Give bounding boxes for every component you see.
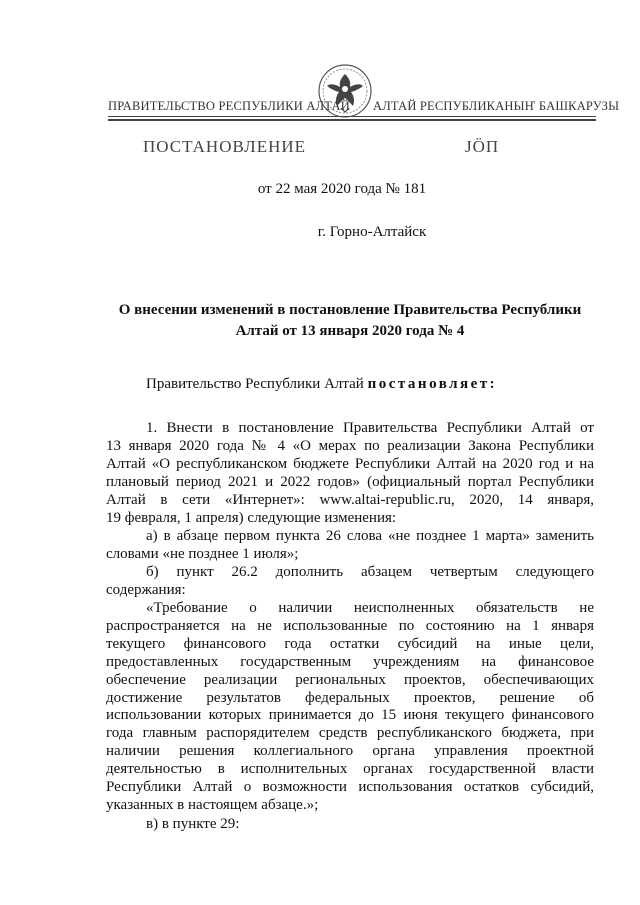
p4-line: обеспечение реализации региональных проектов, обеспечивающих [106, 671, 594, 688]
p4-line: достижение результатов федеральных проектов, решение об [106, 689, 594, 706]
p4-line: наличии решения коллегиального органа управления проектной [106, 743, 594, 760]
p4-line: «Требование о наличии неисполненных обязательств не [146, 600, 594, 616]
p4-line: использовании которых принимается до 15 июня текущего финансового [106, 707, 594, 724]
p3-line: содержания: [106, 581, 186, 598]
p1-line: Алтай «О республиканском бюджете Республики Алтай на 2020 год и на [106, 455, 594, 472]
p5-line: в) в пункте 29: [146, 816, 240, 832]
document-title [110, 300, 590, 342]
doc-type-alt: JӦП [465, 137, 500, 156]
city: г. Горно-Алтайск [317, 224, 427, 240]
title-line-1: О внесении изменений в постановление Правительства Республики [118, 302, 582, 318]
paragraph-4 [106, 600, 594, 815]
p1-line: плановый период 2021 и 2022 годов» (официальный портал Республики [106, 473, 594, 490]
header-divider [108, 116, 596, 117]
p2-line: а) в абзаце первом пункта 26 слова «не позднее 1 марта» заменить [146, 528, 594, 544]
p4-line: текущего финансового года остатки субсидий на иные цели, [106, 635, 594, 652]
paragraph-5 [106, 816, 594, 834]
p4-line: года главным распорядителем средств республиканского бюджета, при [106, 725, 594, 742]
header-divider-bold [108, 119, 596, 121]
p4-line: указанных в настоящем абзаце.»; [106, 796, 319, 813]
p1-line: Алтай в сети «Интернет»: www.altai-republic.ru, 2020, 14 января, [106, 491, 594, 508]
doc-type-ru: ПОСТАНОВЛЕНИЕ [143, 137, 307, 156]
date-line: от 22 мая 2020 года № 181 [257, 181, 427, 197]
p4-line: предоставленных государственным учреждениям на финансовое [106, 653, 594, 670]
paragraph-2 [106, 528, 594, 564]
title-line-2: Алтай от 13 января 2020 года № 4 [235, 323, 465, 339]
preamble [146, 376, 497, 394]
preamble-text: Правительство Республики Алтай [146, 376, 368, 392]
header-left: ПРАВИТЕЛЬСТВО РЕСПУБЛИКИ АЛТАЙ [108, 99, 350, 113]
p2-line: словами «не позднее 1 июля»; [106, 545, 299, 562]
paragraph-1 [106, 420, 594, 527]
p3-line: б) пункт 26.2 дополнить абзацем четвертым следующего [146, 564, 594, 580]
p4-line: деятельностью в исполнительных органах государственной власти [106, 761, 594, 778]
p1-line: 13 января 2020 года № 4 «О мерах по реализации Закона Республики [106, 437, 594, 454]
paragraph-3 [106, 564, 594, 600]
p4-line: распространяется на не использованные по состоянию на 1 января [106, 617, 594, 634]
p4-line: Республики Алтай о возможности использования остатков субсидий, [106, 779, 594, 796]
preamble-spaced: постановляет: [367, 376, 498, 392]
p1-line: 1. Внести в постановление Правительства Республики Алтай от [146, 420, 594, 436]
p1-line: 19 февраля, 1 апреля) следующие изменения: [106, 509, 397, 526]
header-right: АЛТАЙ РЕСПУБЛИКАНЫҤ БАШКАРУЗЫ [373, 99, 620, 113]
